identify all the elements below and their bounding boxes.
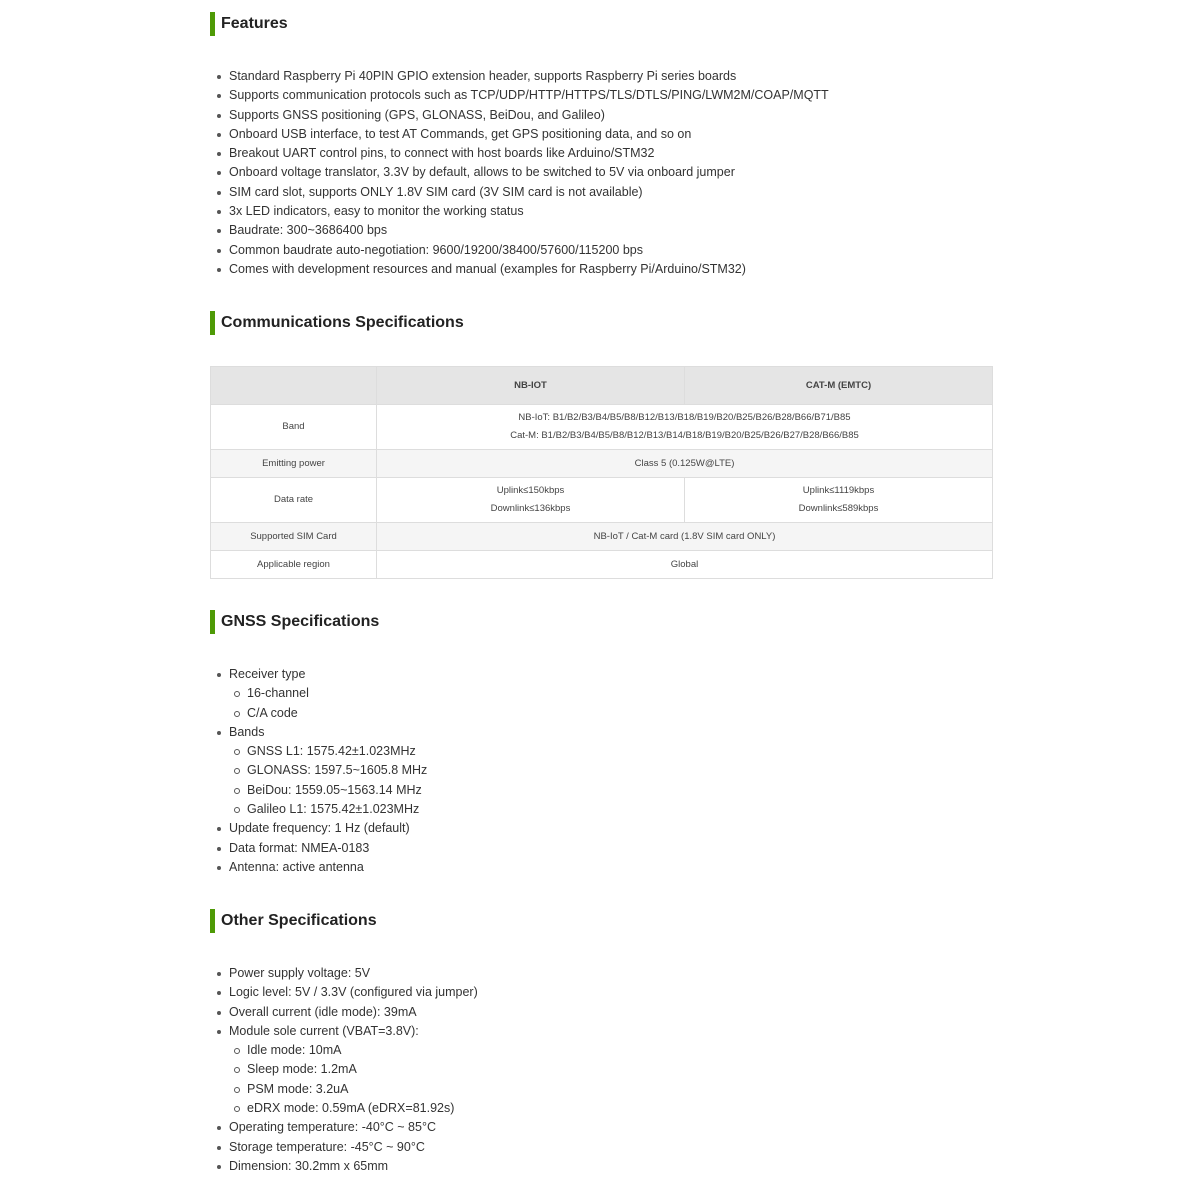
list-item: Standard Raspberry Pi 40PIN GPIO extension header, supports Raspberry Pi series boards [210, 67, 829, 86]
list-item: Breakout UART control pins, to connect with host boards like Arduino/STM32 [210, 144, 829, 163]
list-item: Receiver type [210, 665, 427, 684]
rate-catm-up: Uplink≤1119kbps [802, 485, 875, 496]
rate-nbiot [377, 478, 685, 523]
list-subitem: GNSS L1: 1575.42±1.023MHz [210, 742, 427, 761]
list-item: Operating temperature: -40°C ~ 85°C [210, 1118, 478, 1137]
rate-label: Data rate [211, 478, 377, 523]
table-header-blank [211, 367, 377, 405]
sim-label: Supported SIM Card [211, 523, 377, 551]
list-subitem: Sleep mode: 1.2mA [210, 1060, 478, 1079]
table-header-nbiot: NB-IOT [377, 367, 685, 405]
gnss-heading: GNSS Specifications [210, 610, 379, 634]
list-item: Data format: NMEA-0183 [210, 839, 427, 858]
list-item: Bands [210, 723, 427, 742]
region-value: Global [377, 551, 993, 579]
list-item: 3x LED indicators, easy to monitor the working status [210, 202, 829, 221]
list-subitem: C/A code [210, 704, 427, 723]
table-row [211, 551, 993, 579]
list-item: Comes with development resources and manual (examples for Raspberry Pi/Arduino/STM32) [210, 260, 829, 279]
list-subitem: GLONASS: 1597.5~1605.8 MHz [210, 761, 427, 780]
other-list [210, 964, 478, 1176]
rate-catm-down: Downlink≤589kbps [798, 503, 879, 514]
list-subitem: Galileo L1: 1575.42±1.023MHz [210, 800, 427, 819]
sim-value: NB-IoT / Cat-M card (1.8V SIM card ONLY) [377, 523, 993, 551]
rate-nbiot-up: Uplink≤150kbps [496, 485, 565, 496]
list-item: Onboard USB interface, to test AT Commands, get GPS positioning data, and so on [210, 125, 829, 144]
band-line-catm: Cat-M: B1/B2/B3/B4/B5/B8/B12/B13/B14/B18/B19/B20/B25/B26/B27/B28/B66/B85 [510, 430, 859, 441]
band-label: Band [211, 405, 377, 450]
list-item: Update frequency: 1 Hz (default) [210, 819, 427, 838]
power-label: Emitting power [211, 450, 377, 478]
table-row [211, 523, 993, 551]
list-subitem: PSM mode: 3.2uA [210, 1080, 478, 1099]
list-item: Power supply voltage: 5V [210, 964, 478, 983]
list-item: Baudrate: 300~3686400 bps [210, 221, 829, 240]
list-subitem: Idle mode: 10mA [210, 1041, 478, 1060]
list-subitem: eDRX mode: 0.59mA (eDRX=81.92s) [210, 1099, 478, 1118]
power-value: Class 5 (0.125W@LTE) [377, 450, 993, 478]
list-item: Storage temperature: -45°C ~ 90°C [210, 1138, 478, 1157]
table-header-catm: CAT-M (EMTC) [685, 367, 993, 405]
rate-catm [685, 478, 993, 523]
list-subitem: BeiDou: 1559.05~1563.14 MHz [210, 781, 427, 800]
list-item: Supports GNSS positioning (GPS, GLONASS, BeiDou, and Galileo) [210, 106, 829, 125]
list-item: Dimension: 30.2mm x 65mm [210, 1157, 478, 1176]
band-value [377, 405, 993, 450]
features-list [210, 67, 829, 279]
list-item: Antenna: active antenna [210, 858, 427, 877]
other-heading: Other Specifications [210, 909, 377, 933]
table-row [211, 478, 993, 523]
list-item: Logic level: 5V / 3.3V (configured via jumper) [210, 983, 478, 1002]
table-row [211, 405, 993, 450]
list-item: Onboard voltage translator, 3.3V by default, allows to be switched to 5V via onboard jumper [210, 163, 829, 182]
list-item: Common baudrate auto-negotiation: 9600/19200/38400/57600/115200 bps [210, 241, 829, 260]
comm-heading: Communications Specifications [210, 311, 464, 335]
list-subitem: 16-channel [210, 684, 427, 703]
table-row [211, 450, 993, 478]
list-item: Overall current (idle mode): 39mA [210, 1003, 478, 1022]
comm-spec-table [210, 366, 993, 579]
table-header-row [211, 367, 993, 405]
rate-nbiot-down: Downlink≤136kbps [490, 503, 571, 514]
gnss-list [210, 665, 427, 877]
list-item: SIM card slot, supports ONLY 1.8V SIM card (3V SIM card is not available) [210, 183, 829, 202]
list-item: Module sole current (VBAT=3.8V): [210, 1022, 478, 1041]
region-label: Applicable region [211, 551, 377, 579]
list-item: Supports communication protocols such as TCP/UDP/HTTP/HTTPS/TLS/DTLS/PING/LWM2M/COAP/MQTT [210, 86, 829, 105]
band-line-nbiot: NB-IoT: B1/B2/B3/B4/B5/B8/B12/B13/B18/B19/B20/B25/B26/B28/B66/B71/B85 [518, 412, 851, 423]
features-heading: Features [210, 12, 288, 36]
